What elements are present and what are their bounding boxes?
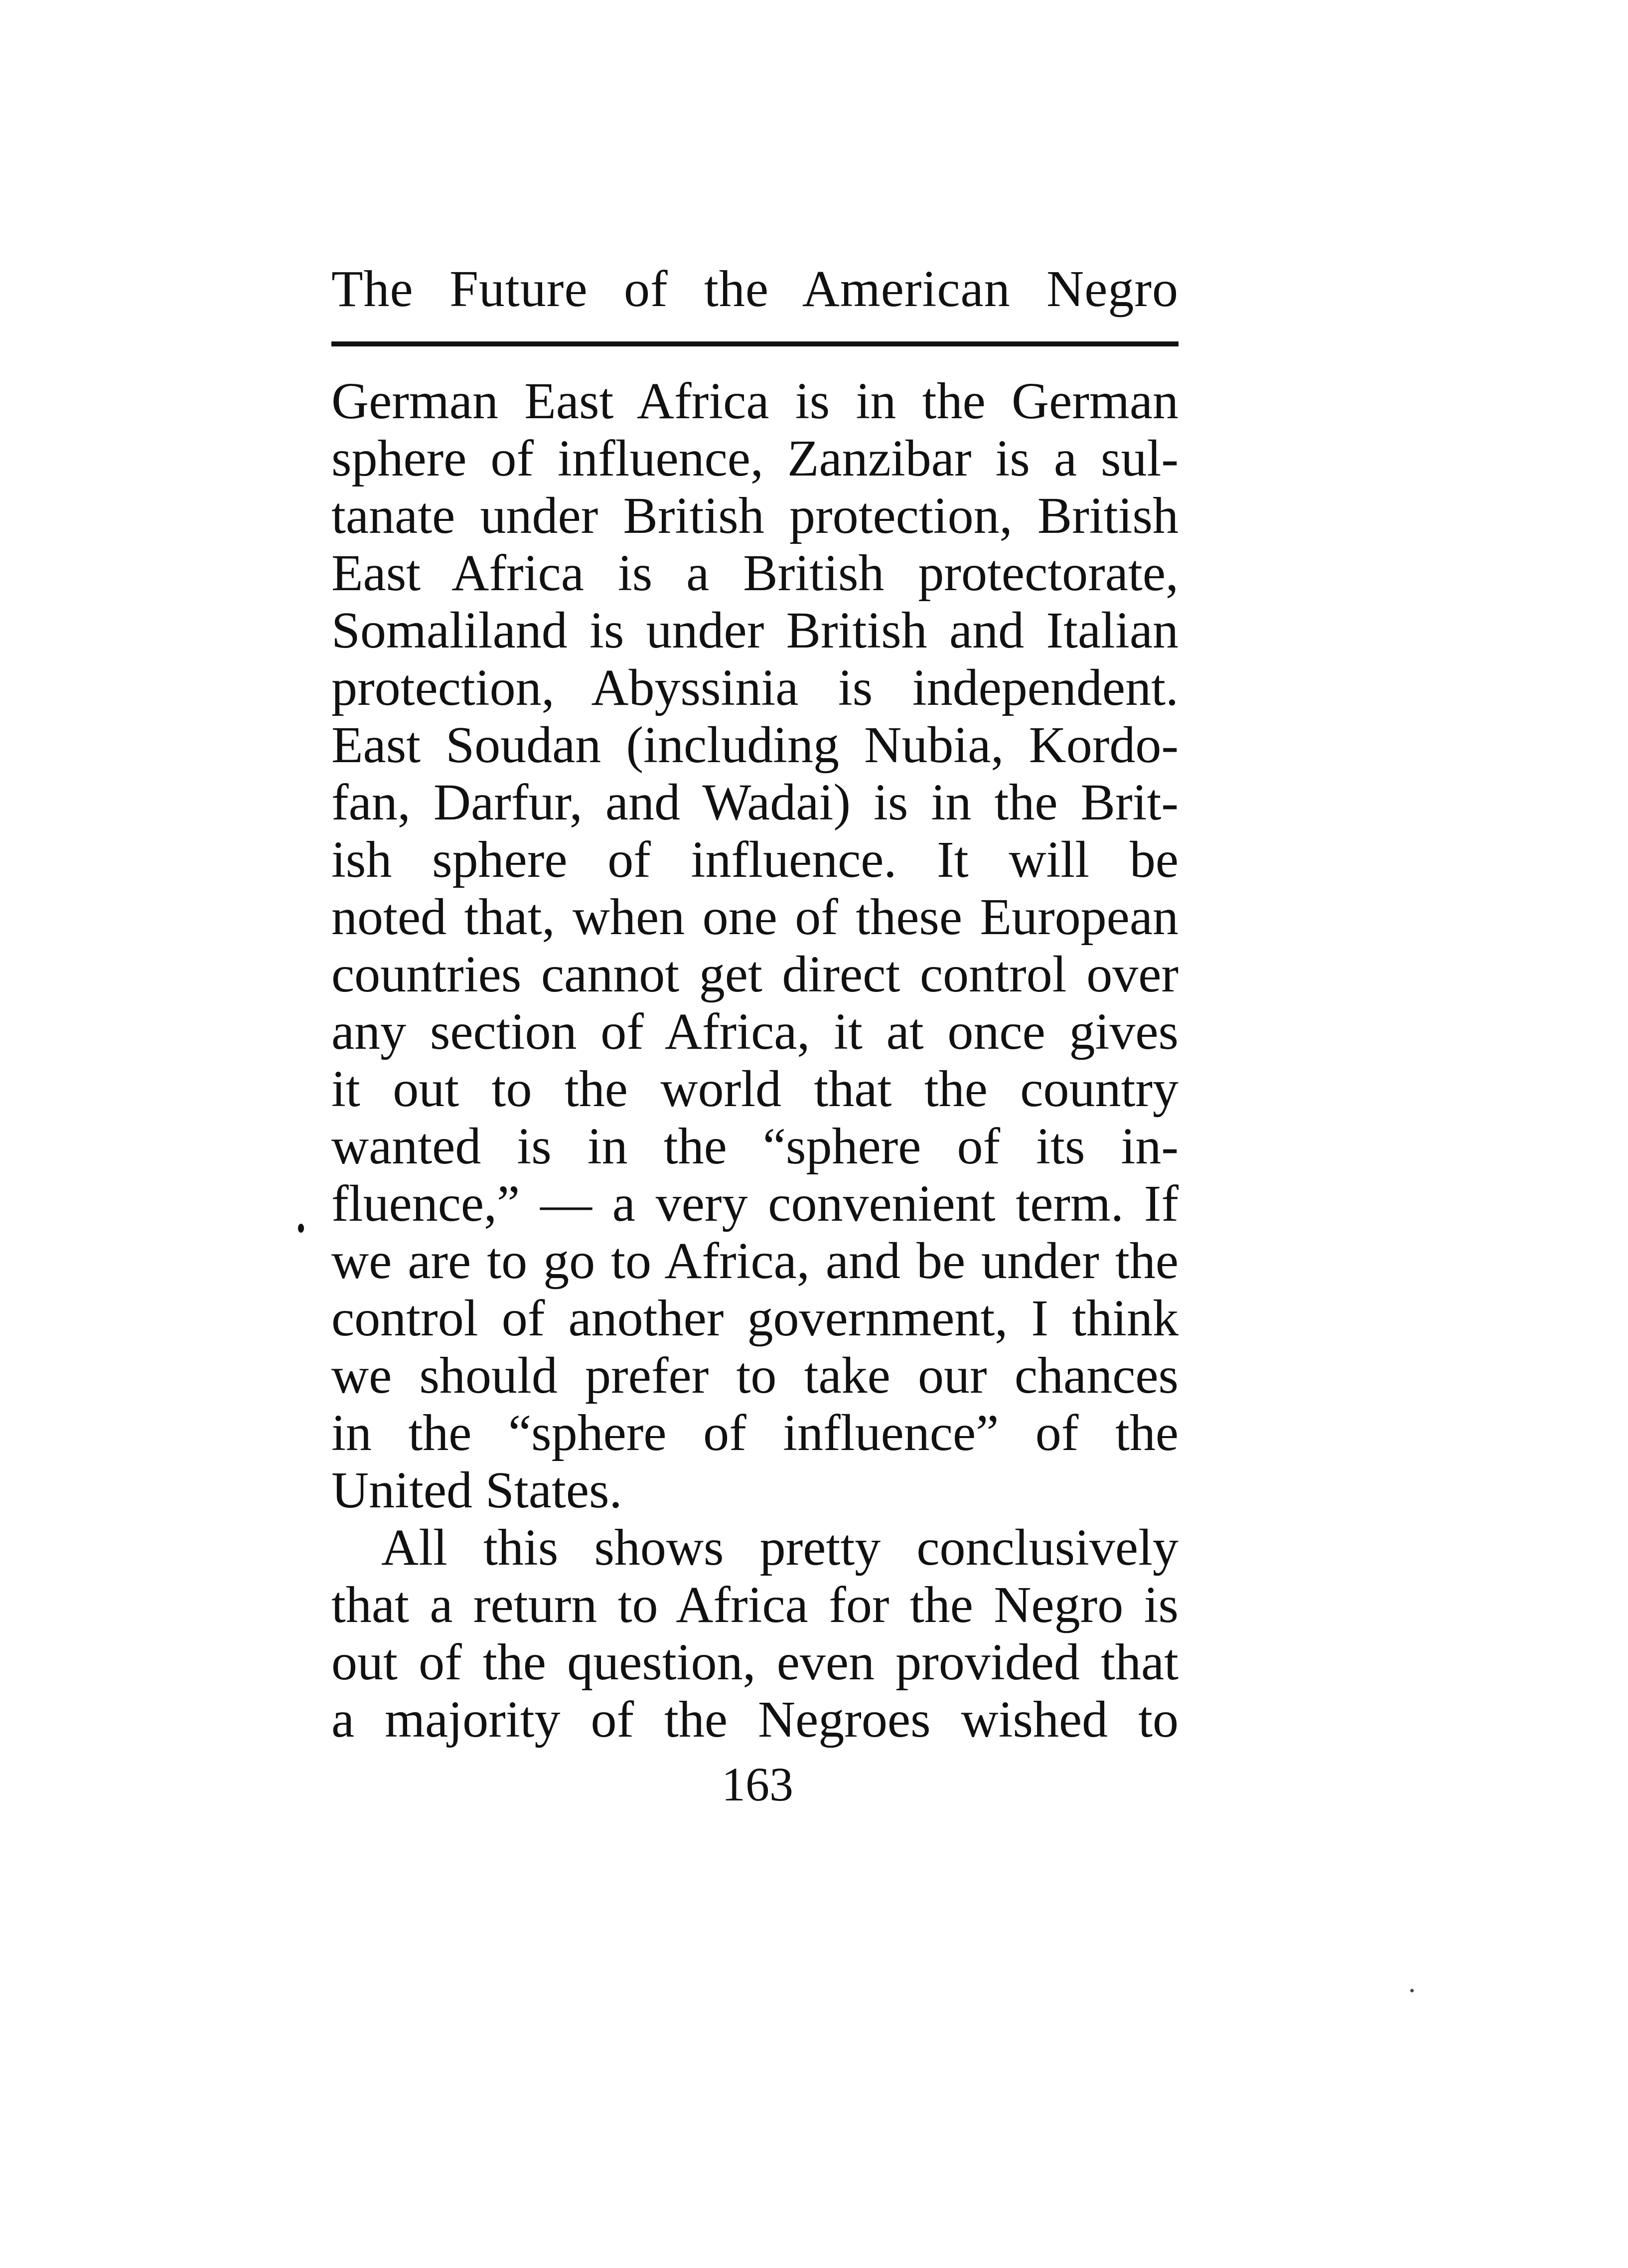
body-line: noted that, when one of these European (331, 888, 1179, 946)
body-line: ish sphere of influence. It will be (331, 831, 1179, 888)
body-line: any section of Africa, it at once gives (331, 1003, 1179, 1060)
body-line: we are to go to Africa, and be under the (331, 1232, 1179, 1290)
page-number: 163 (722, 1758, 793, 1811)
body-line: in the “sphere of influence” of the (331, 1404, 1179, 1461)
body-line: wanted is in the “sphere of its in- (331, 1118, 1179, 1175)
body-line: Somaliland is under British and Italian (331, 602, 1179, 659)
body-line: control of another government, I think (331, 1290, 1179, 1347)
body-line: out of the question, even provided that (331, 1633, 1179, 1691)
body-line: fan, Darfur, and Wadai) is in the Brit- (331, 774, 1179, 831)
ink-speck (298, 1224, 304, 1233)
body-line: a majority of the Negroes wished to (331, 1691, 1179, 1748)
body-line: All this shows pretty conclusively (381, 1519, 1179, 1576)
body-line: we should prefer to take our chances (331, 1347, 1179, 1404)
body-line: that a return to Africa for the Negro is (331, 1576, 1179, 1633)
header-rule (331, 341, 1179, 346)
body-line: countries cannot get direct control over (331, 946, 1179, 1003)
body-line: United States. (331, 1461, 622, 1519)
body-line: East Soudan (including Nubia, Kordo- (331, 716, 1179, 774)
body-line: fluence,” — a very convenient term. If (331, 1175, 1179, 1232)
body-line: it out to the world that the country (331, 1060, 1179, 1118)
body-line: protection, Abyssinia is independent. (331, 659, 1179, 716)
body-line: German East Africa is in the German (331, 372, 1179, 430)
ink-speck (1410, 1989, 1414, 1992)
body-line: sphere of influence, Zanzibar is a sul- (331, 430, 1179, 487)
body-line: tanate under British protection, British (331, 487, 1179, 544)
body-line: East Africa is a British protectorate, (331, 544, 1179, 602)
running-head: The Future of the American Negro (331, 260, 1179, 318)
